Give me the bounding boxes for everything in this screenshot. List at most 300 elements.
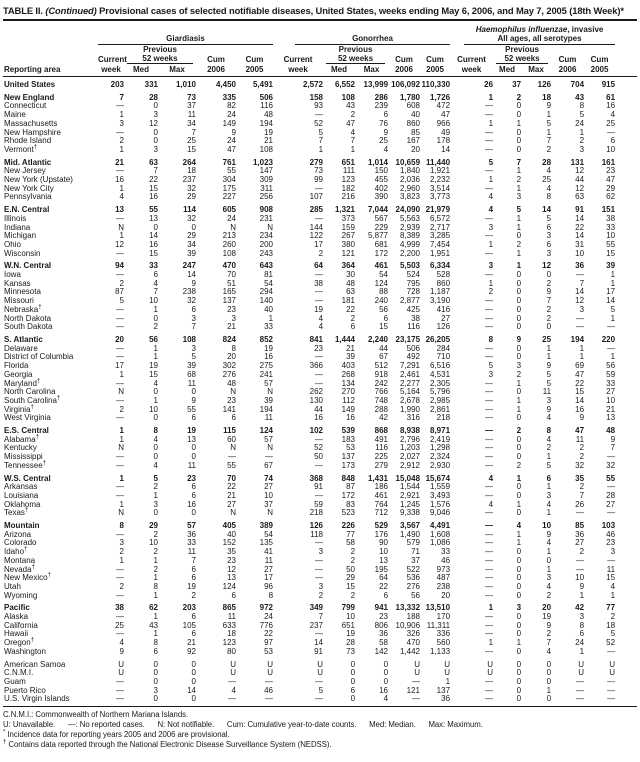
edge-spacer-cell bbox=[615, 90, 637, 103]
value-cell: 46 bbox=[441, 555, 451, 565]
value-cell: 12 bbox=[575, 183, 585, 193]
value-cell: 389 bbox=[259, 521, 274, 531]
value-cell: 9 bbox=[579, 413, 585, 423]
value-cell: 2 bbox=[153, 322, 158, 332]
value-cell: 0 bbox=[153, 694, 158, 704]
value-cell: 3 bbox=[488, 369, 494, 379]
value-cell: 38 bbox=[411, 313, 421, 323]
value-cell: 9 bbox=[610, 434, 616, 444]
value-cell: 506 bbox=[259, 92, 274, 102]
value-cell: — bbox=[485, 564, 494, 574]
col-med: Med bbox=[323, 64, 355, 77]
value-cell: N bbox=[267, 222, 274, 232]
value-cell: 3 bbox=[119, 118, 124, 128]
value-cell: 131 bbox=[570, 157, 585, 167]
value-cell: 5,164 bbox=[399, 387, 421, 397]
value-cell: 51 bbox=[227, 278, 236, 288]
value-cell: 1 bbox=[516, 499, 522, 509]
value-cell: 0 bbox=[516, 482, 522, 492]
value-cell: 80 bbox=[227, 646, 236, 656]
value-cell: 39 bbox=[187, 248, 196, 258]
value-cell: 218 bbox=[309, 508, 324, 518]
footnote-marker: † bbox=[35, 434, 39, 441]
value-cell: 44 bbox=[379, 343, 389, 353]
col-cum: Cum bbox=[245, 55, 264, 64]
value-cell: 364 bbox=[341, 261, 356, 271]
footnote-marker: † bbox=[56, 395, 61, 402]
value-cell: 12 bbox=[149, 118, 158, 128]
value-cell: 865 bbox=[222, 603, 236, 613]
reporting-area-cell: North Dakota bbox=[4, 313, 52, 323]
value-cell: 973 bbox=[436, 564, 451, 574]
value-cell: 795 bbox=[406, 278, 421, 288]
value-cell: 16 bbox=[264, 352, 274, 362]
value-cell: 48 bbox=[227, 378, 236, 388]
value-cell: 0 bbox=[516, 434, 522, 444]
value-cell: 172 bbox=[341, 490, 356, 500]
value-cell: 11,311 bbox=[426, 620, 451, 630]
value-cell: U bbox=[414, 659, 421, 669]
value-cell: 633 bbox=[222, 620, 236, 630]
value-cell: — bbox=[116, 343, 124, 353]
value-cell: 2,240 bbox=[367, 334, 389, 344]
value-cell: 36 bbox=[575, 529, 585, 539]
value-cell: 461 bbox=[374, 261, 389, 271]
value-cell: 2,305 bbox=[430, 378, 451, 388]
reporting-area-cell: Mid. Atlantic bbox=[4, 157, 52, 167]
value-cell: 27 bbox=[606, 499, 616, 509]
value-cell: 55 bbox=[227, 166, 236, 176]
edge-spacer-cell bbox=[615, 557, 637, 566]
reporting-area-cell: Rhode Island bbox=[4, 136, 52, 146]
value-cell: 0 bbox=[546, 322, 552, 332]
value-cell: 35 bbox=[227, 547, 236, 557]
value-cell: 6 bbox=[191, 629, 196, 639]
col-2005: 2005 bbox=[420, 64, 450, 77]
value-cell: 1 bbox=[153, 352, 158, 362]
table-row bbox=[3, 592, 637, 601]
value-cell: 294 bbox=[259, 287, 274, 297]
value-cell: 279 bbox=[309, 157, 324, 167]
value-cell: 19 bbox=[187, 426, 196, 436]
value-cell: U bbox=[118, 668, 124, 678]
reporting-area-cell: Iowa bbox=[4, 270, 21, 280]
value-cell: 170 bbox=[436, 612, 451, 622]
group-title: Giardiasis bbox=[166, 34, 205, 43]
value-cell: 14 bbox=[314, 638, 324, 648]
value-cell: 11 bbox=[264, 413, 274, 423]
value-cell: — bbox=[116, 677, 124, 686]
table-row bbox=[3, 648, 637, 657]
value-cell: 12 bbox=[542, 261, 552, 271]
value-cell: — bbox=[412, 677, 421, 686]
value-cell: 2 bbox=[153, 529, 158, 539]
value-cell: 106,092 bbox=[391, 80, 421, 89]
value-cell: 1 bbox=[610, 313, 616, 323]
value-cell: 390 bbox=[374, 192, 389, 202]
value-cell: — bbox=[485, 529, 494, 539]
value-cell: 0 bbox=[516, 101, 522, 111]
value-cell: — bbox=[315, 573, 324, 583]
value-cell: 5,491 bbox=[252, 80, 274, 89]
value-cell: — bbox=[485, 612, 494, 622]
value-cell: 82 bbox=[227, 101, 236, 111]
value-cell: 0 bbox=[383, 659, 389, 669]
edge-spacer-cell bbox=[615, 280, 637, 289]
value-cell: 2 bbox=[546, 144, 552, 154]
value-cell: 2,277 bbox=[399, 378, 421, 388]
reporting-area-cell: Illinois bbox=[4, 213, 27, 223]
edge-spacer-cell bbox=[615, 120, 637, 129]
value-cell: 7 bbox=[191, 555, 196, 565]
value-cell: 1,187 bbox=[430, 287, 451, 297]
value-cell: 135 bbox=[259, 538, 274, 548]
value-cell: — bbox=[607, 694, 616, 704]
value-cell: 3 bbox=[579, 304, 585, 314]
value-cell: 7,454 bbox=[430, 239, 451, 249]
value-cell: 0 bbox=[191, 677, 196, 686]
value-cell: 20 bbox=[441, 590, 451, 600]
table-row bbox=[3, 332, 637, 345]
value-cell: 116 bbox=[407, 322, 421, 332]
value-cell: 331 bbox=[144, 80, 158, 89]
value-cell: 24 bbox=[227, 136, 236, 146]
value-cell: 6 bbox=[191, 612, 196, 622]
value-cell: 1 bbox=[488, 603, 494, 613]
value-cell: 1,726 bbox=[430, 92, 451, 102]
value-cell: 24 bbox=[227, 110, 236, 120]
edge-spacer-cell bbox=[615, 271, 637, 280]
value-cell: 16 bbox=[149, 192, 158, 202]
value-cell: — bbox=[607, 482, 616, 492]
edge-spacer-cell bbox=[615, 146, 637, 155]
reporting-area-cell: Washington bbox=[4, 646, 46, 656]
value-cell: 16 bbox=[346, 413, 356, 423]
reporting-area-cell: Indiana bbox=[4, 222, 31, 232]
value-cell: 3 bbox=[153, 110, 158, 120]
value-cell: — bbox=[228, 452, 236, 462]
value-cell: 309 bbox=[259, 175, 274, 185]
value-cell: 48 bbox=[264, 110, 274, 120]
reporting-area-cell: Vermont† bbox=[4, 144, 38, 154]
value-cell: 12 bbox=[575, 166, 585, 176]
value-cell: 8,938 bbox=[399, 426, 421, 436]
value-cell: 1 bbox=[546, 564, 552, 574]
col-max: Max bbox=[521, 64, 551, 77]
value-cell: 22 bbox=[379, 581, 389, 591]
value-cell: — bbox=[607, 646, 616, 656]
value-cell: 7 bbox=[318, 612, 324, 622]
value-cell: 1 bbox=[516, 529, 522, 539]
reporting-area-cell: Alabama† bbox=[4, 434, 39, 444]
edge-spacer-cell bbox=[615, 695, 637, 704]
value-cell: 27 bbox=[441, 313, 451, 323]
table-row bbox=[3, 414, 637, 423]
value-cell: 1 bbox=[546, 127, 552, 137]
value-cell: 26 bbox=[484, 80, 494, 89]
value-cell: 1,133 bbox=[430, 646, 451, 656]
value-cell: 213 bbox=[222, 231, 236, 241]
value-cell: 3 bbox=[579, 612, 585, 622]
value-cell: 1,431 bbox=[367, 473, 389, 483]
value-cell: 336 bbox=[436, 629, 451, 639]
edge-spacer-cell bbox=[615, 353, 637, 362]
value-cell: 53 bbox=[264, 646, 274, 656]
value-cell: 651 bbox=[341, 157, 356, 167]
value-cell: 4 bbox=[516, 521, 522, 531]
value-cell: 0 bbox=[153, 313, 158, 323]
value-cell: 16 bbox=[115, 175, 124, 185]
value-cell: 403 bbox=[341, 361, 356, 371]
value-cell: — bbox=[485, 460, 494, 470]
value-cell: 7 bbox=[191, 322, 196, 332]
value-cell: — bbox=[485, 248, 494, 258]
value-cell: 178 bbox=[436, 136, 451, 146]
footnote-marker: † bbox=[24, 507, 29, 514]
value-cell: 24,090 bbox=[395, 205, 421, 215]
value-cell: — bbox=[116, 213, 124, 223]
value-cell: 23 bbox=[314, 343, 324, 353]
reporting-area-cell: Nebraska† bbox=[4, 304, 42, 314]
value-cell: 144 bbox=[309, 222, 324, 232]
value-cell: — bbox=[116, 590, 124, 600]
value-cell: 216 bbox=[341, 192, 356, 202]
value-cell: 22 bbox=[346, 304, 356, 314]
value-cell: 237 bbox=[182, 175, 196, 185]
value-cell: 4 bbox=[231, 685, 236, 695]
reporting-area-cell: Mississippi bbox=[4, 452, 43, 462]
reporting-area-cell: Missouri bbox=[4, 296, 34, 306]
value-cell: 220 bbox=[601, 334, 616, 344]
value-cell: — bbox=[485, 443, 494, 453]
footnote-marker: † bbox=[42, 460, 47, 467]
value-cell: U bbox=[267, 668, 274, 678]
value-cell: 0 bbox=[516, 659, 522, 669]
value-cell: 10,659 bbox=[395, 157, 421, 167]
value-cell: 366 bbox=[309, 361, 324, 371]
value-cell: 81 bbox=[264, 270, 274, 280]
value-cell: 47 bbox=[575, 426, 585, 436]
value-cell: 472 bbox=[436, 101, 451, 111]
value-cell: 2,572 bbox=[302, 80, 324, 89]
value-cell: — bbox=[485, 322, 494, 332]
value-cell: 27 bbox=[264, 482, 274, 492]
value-cell: 7,044 bbox=[367, 205, 389, 215]
value-cell: 10 bbox=[264, 490, 274, 500]
value-cell: 124 bbox=[222, 581, 236, 591]
reporting-area-cell: West Virginia bbox=[4, 413, 51, 423]
edge-spacer-cell bbox=[615, 492, 637, 501]
value-cell: 15 bbox=[606, 248, 616, 258]
value-cell: 2 bbox=[546, 304, 552, 314]
value-cell: 7 bbox=[579, 278, 585, 288]
col-current: Current bbox=[283, 55, 313, 64]
footnote-line: U: Unavailable. —: No reported cases. N: Not notifiable. Cum: Cumulative year-to-date counts. Med: Median. Max: Maximum. bbox=[3, 719, 483, 729]
value-cell: 22 bbox=[575, 222, 585, 232]
value-cell: 3 bbox=[610, 547, 616, 557]
footnote-marker: † bbox=[33, 144, 38, 151]
reporting-area-cell: Guam bbox=[4, 677, 26, 686]
footnote-marker: † bbox=[24, 546, 28, 553]
value-cell: 25 bbox=[542, 175, 552, 185]
value-cell: 26 bbox=[575, 499, 585, 509]
reporting-area-cell: Maryland† bbox=[4, 377, 41, 388]
value-cell: 3 bbox=[153, 144, 158, 154]
value-cell: — bbox=[315, 287, 324, 297]
value-cell: 68 bbox=[187, 369, 196, 379]
edge-spacer-cell bbox=[615, 687, 637, 696]
value-cell: 16 bbox=[379, 685, 389, 695]
value-cell: 15 bbox=[149, 248, 158, 258]
value-cell: 5 bbox=[488, 361, 494, 371]
table-row bbox=[3, 509, 637, 518]
value-cell: 241 bbox=[259, 369, 274, 379]
edge-spacer bbox=[615, 64, 637, 77]
table-title bbox=[3, 5, 637, 21]
value-cell: 3 bbox=[579, 144, 585, 154]
value-cell: 7 bbox=[191, 127, 196, 137]
value-cell: N bbox=[118, 222, 124, 232]
value-cell: — bbox=[576, 313, 585, 323]
value-cell: 76 bbox=[379, 118, 389, 128]
value-cell: 111 bbox=[342, 166, 356, 176]
value-cell: 47 bbox=[441, 110, 451, 120]
value-cell: 16 bbox=[187, 499, 196, 509]
value-cell: — bbox=[485, 629, 494, 639]
value-cell: 5 bbox=[191, 352, 196, 362]
reporting-area-cell: New England bbox=[4, 92, 55, 102]
value-cell: 2 bbox=[119, 581, 124, 591]
value-cell: N bbox=[267, 508, 274, 518]
value-cell: 7 bbox=[318, 136, 324, 146]
value-cell: 218 bbox=[436, 413, 451, 423]
table-row bbox=[3, 193, 637, 202]
edge-spacer-cell bbox=[615, 241, 637, 250]
value-cell: 42 bbox=[575, 603, 585, 613]
group-title: Gonorrhea bbox=[352, 34, 393, 43]
value-cell: 25 bbox=[115, 620, 124, 630]
value-cell: 17 bbox=[314, 239, 324, 249]
value-cell: 966 bbox=[436, 118, 451, 128]
value-cell: 5 bbox=[119, 296, 124, 306]
value-cell: 2 bbox=[579, 482, 585, 492]
col-cum: Cum bbox=[426, 55, 444, 64]
value-cell: — bbox=[116, 413, 124, 423]
value-cell: 1 bbox=[488, 278, 494, 288]
value-cell: 37 bbox=[512, 80, 522, 89]
value-cell: 58 bbox=[379, 638, 389, 648]
value-cell: 1 bbox=[546, 110, 552, 120]
value-cell: — bbox=[485, 434, 494, 444]
value-cell: 6 bbox=[231, 590, 236, 600]
value-cell: 140 bbox=[259, 296, 274, 306]
value-cell: 23 bbox=[379, 612, 389, 622]
value-cell: — bbox=[265, 452, 274, 462]
edge-spacer-cell bbox=[615, 630, 637, 639]
group-title-line2: All ages, all serotypes bbox=[497, 34, 582, 43]
value-cell: 7 bbox=[119, 92, 124, 102]
value-cell: 2 bbox=[318, 590, 324, 600]
value-cell: — bbox=[116, 573, 124, 583]
value-cell: 34 bbox=[187, 118, 196, 128]
value-cell: 761 bbox=[222, 157, 236, 167]
value-cell: 33 bbox=[606, 378, 616, 388]
value-cell: — bbox=[485, 296, 494, 306]
value-cell: 941 bbox=[374, 603, 389, 613]
value-cell: 1,023 bbox=[252, 157, 274, 167]
value-cell: 8,971 bbox=[430, 426, 451, 436]
value-cell: — bbox=[116, 101, 124, 111]
value-cell: 0 bbox=[516, 508, 522, 518]
value-cell: 69 bbox=[575, 361, 585, 371]
value-cell: — bbox=[315, 538, 324, 548]
value-cell: 50 bbox=[346, 564, 356, 574]
value-cell: 36 bbox=[575, 261, 585, 271]
value-cell: 63 bbox=[149, 157, 158, 167]
edge-spacer-cell bbox=[615, 345, 637, 354]
value-cell: 33 bbox=[149, 261, 158, 271]
edge-spacer bbox=[615, 45, 637, 64]
value-cell: 165 bbox=[222, 287, 236, 297]
value-cell: 3 bbox=[546, 490, 552, 500]
value-cell: 4 bbox=[610, 581, 616, 591]
value-cell: 124 bbox=[374, 278, 389, 288]
value-cell: 63 bbox=[575, 192, 585, 202]
value-cell: 4 bbox=[318, 313, 324, 323]
value-cell: 8 bbox=[153, 581, 158, 591]
value-cell: — bbox=[116, 270, 124, 280]
value-cell: — bbox=[485, 490, 494, 500]
value-cell: — bbox=[485, 404, 494, 414]
value-cell: 1 bbox=[445, 677, 451, 686]
value-cell: 1 bbox=[516, 222, 522, 232]
value-cell: 8 bbox=[153, 638, 158, 648]
value-cell: 21 bbox=[227, 490, 236, 500]
reporting-area-cell: Utah bbox=[4, 581, 21, 591]
value-cell: — bbox=[485, 521, 494, 531]
value-cell: 1,321 bbox=[334, 205, 356, 215]
reporting-area-cell: S. Atlantic bbox=[4, 334, 43, 344]
table-row bbox=[3, 146, 637, 155]
value-cell: 3,493 bbox=[430, 490, 451, 500]
value-cell: 33 bbox=[187, 538, 196, 548]
value-cell: 4 bbox=[153, 460, 158, 470]
value-cell: 32 bbox=[187, 213, 196, 223]
value-cell: 4,531 bbox=[430, 369, 451, 379]
value-cell: 4 bbox=[383, 694, 389, 704]
value-cell: 1,559 bbox=[430, 482, 451, 492]
value-cell: 67 bbox=[379, 352, 389, 362]
value-cell: N bbox=[230, 387, 236, 397]
value-cell: 112 bbox=[342, 395, 356, 405]
value-cell: 2 bbox=[579, 452, 585, 462]
value-cell: 806 bbox=[374, 620, 389, 630]
value-cell: 5 bbox=[546, 460, 552, 470]
value-cell: 0 bbox=[153, 668, 158, 678]
value-cell: 2,324 bbox=[430, 452, 451, 462]
value-cell: 0 bbox=[516, 127, 522, 137]
edge-spacer-cell bbox=[615, 423, 637, 436]
value-cell: 62 bbox=[606, 192, 616, 202]
table-row bbox=[3, 250, 637, 259]
value-cell: 137 bbox=[341, 452, 356, 462]
value-cell: 506 bbox=[406, 343, 421, 353]
edge-spacer-cell bbox=[615, 129, 637, 138]
value-cell: 2 bbox=[119, 136, 124, 146]
value-cell: 0 bbox=[546, 677, 552, 686]
reporting-area-cell: Mountain bbox=[4, 521, 40, 531]
edge-spacer-cell bbox=[615, 224, 637, 233]
